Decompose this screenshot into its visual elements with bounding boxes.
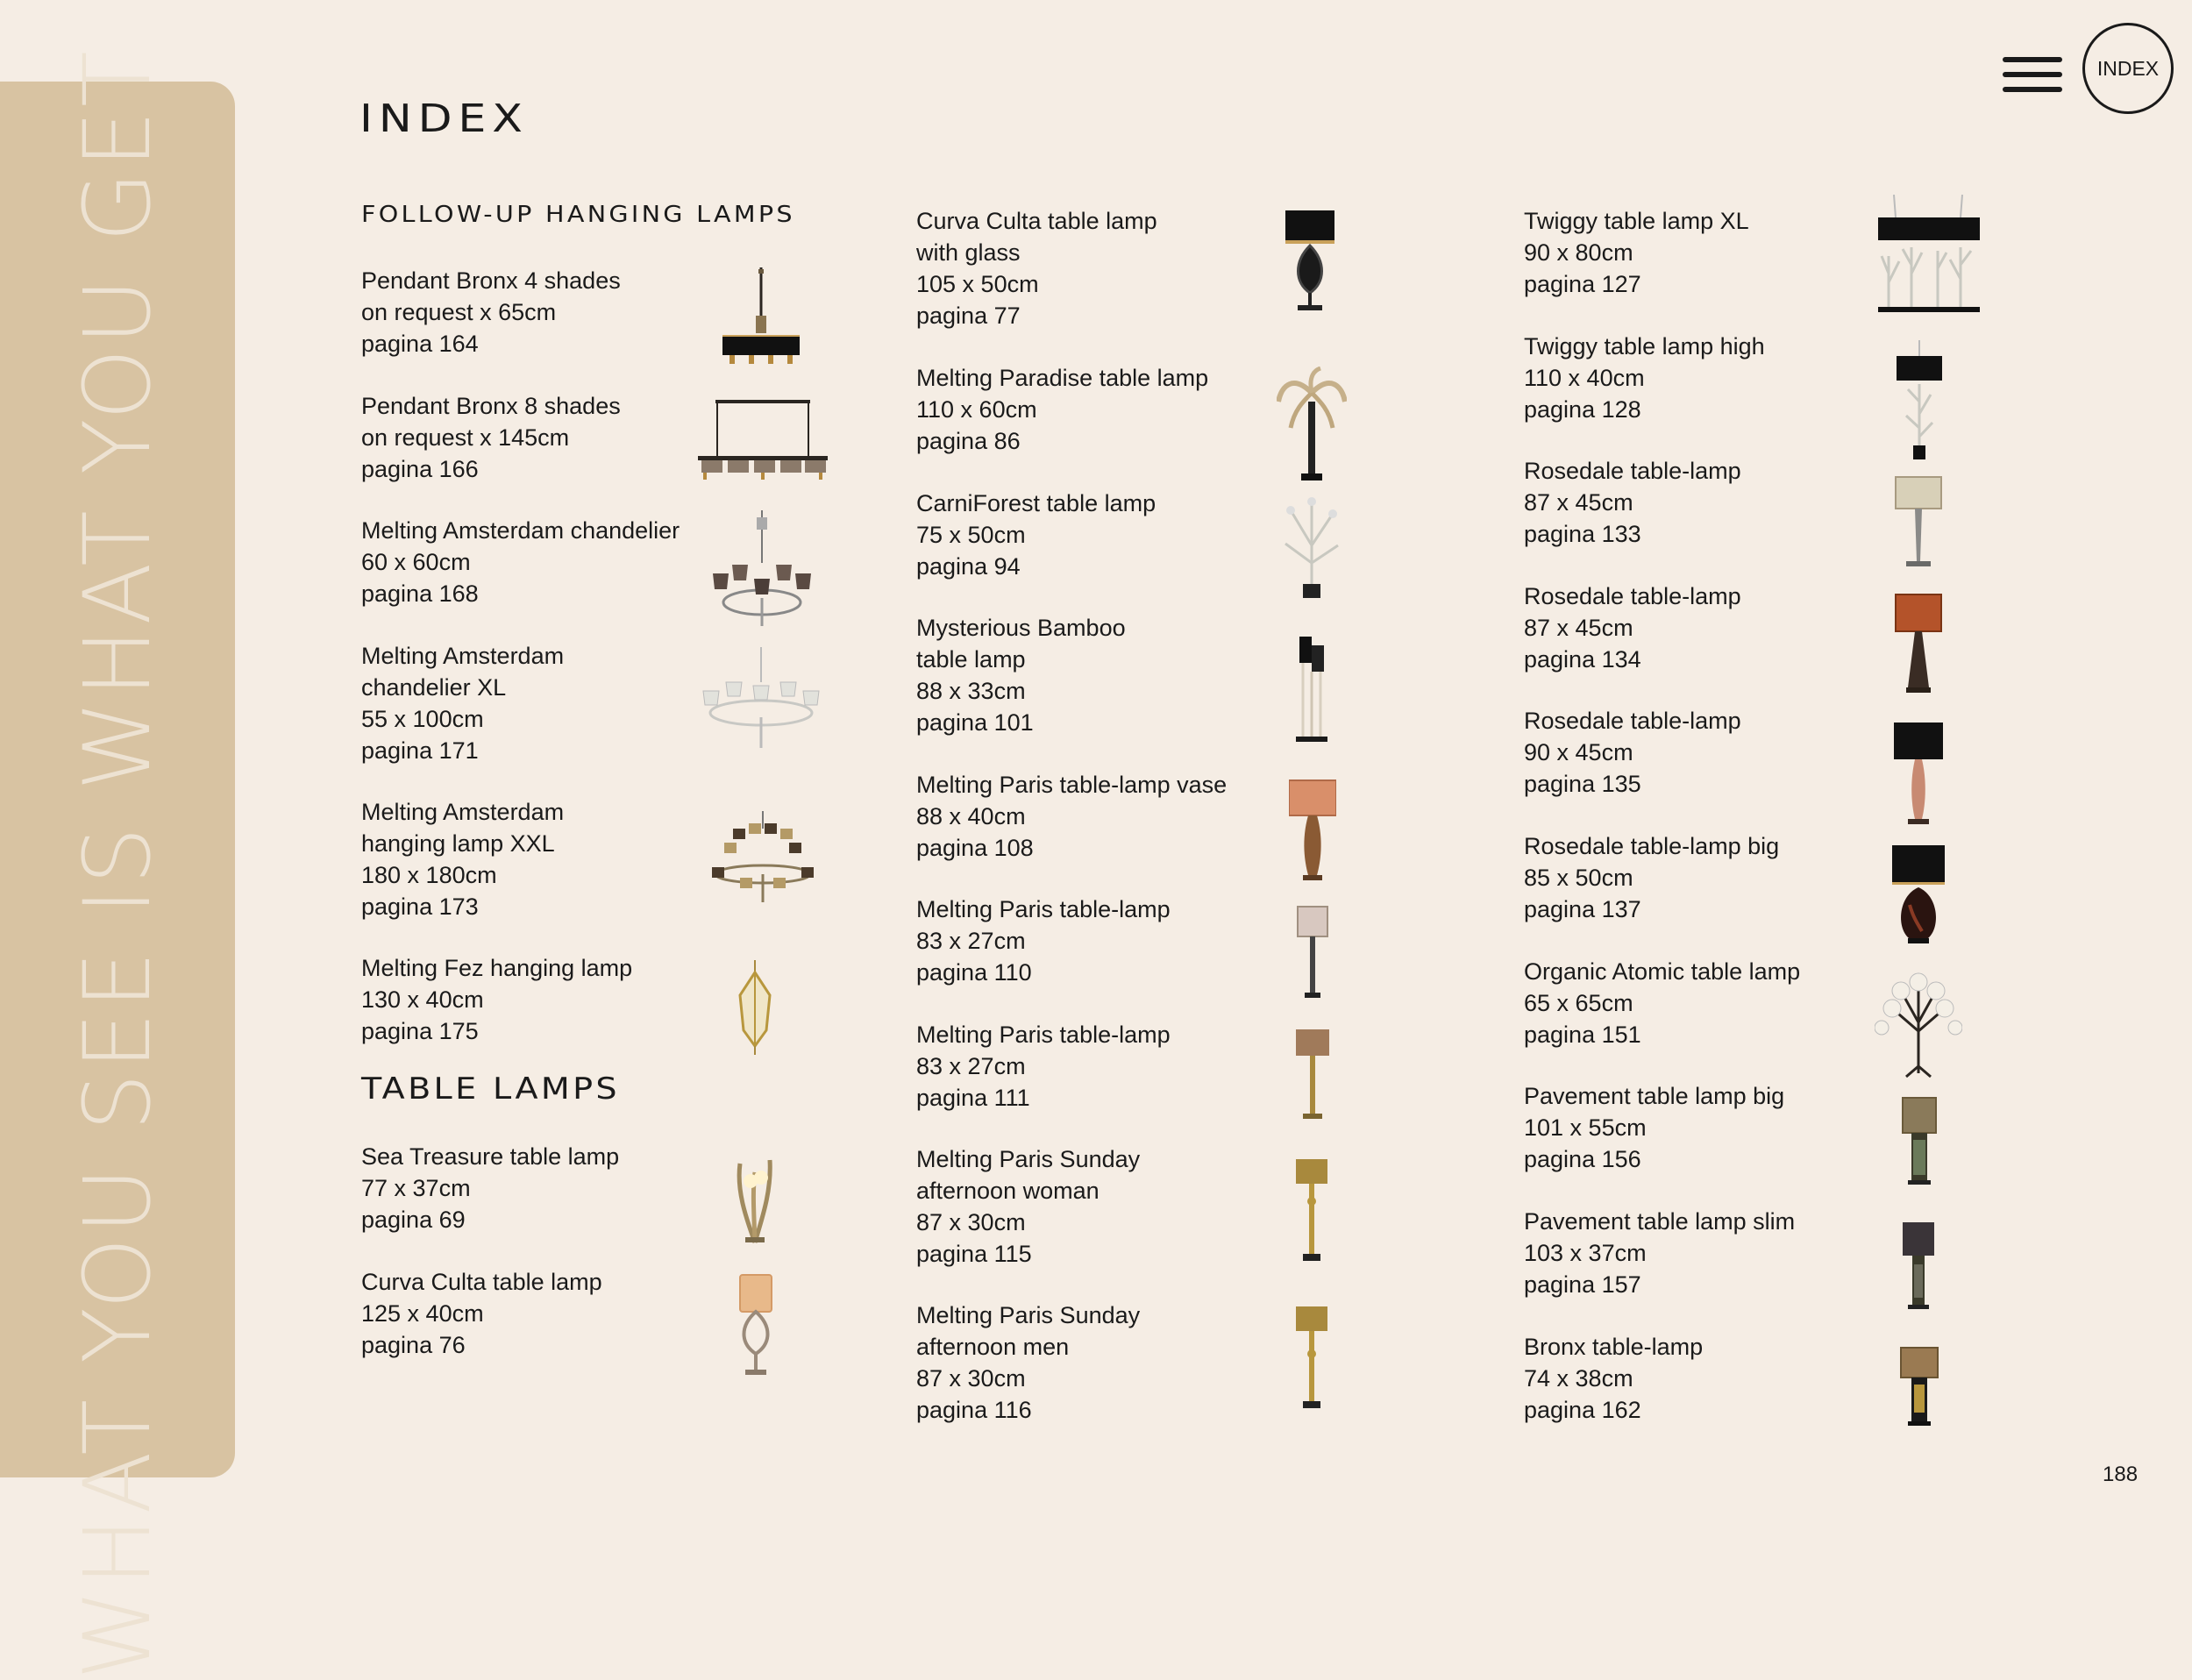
- index-entry-melting-amsterdam-hanging-xxl[interactable]: Melting Amsterdam hanging lamp XXL 180 x 180cm pagina 173: [361, 799, 565, 920]
- brass-lamp-icon: [1294, 1028, 1331, 1121]
- bronx-table-lamp-icon: [1899, 1346, 1939, 1427]
- index-entry-paris-sunday-men[interactable]: Melting Paris Sunday afternoon men 87 x 30cm pagina 116: [916, 1302, 1141, 1423]
- index-entry-melting-fez-hanging[interactable]: Melting Fez hanging lamp 130 x 40cm pagina 175: [361, 955, 633, 1044]
- chandelier-gold-icon: [710, 811, 815, 904]
- index-entry-melting-paradise[interactable]: Melting Paradise table lamp 110 x 60cm pagina 86: [916, 365, 1209, 454]
- index-entry-organic-atomic[interactable]: Organic Atomic table lamp 65 x 65cm pagina 151: [1524, 958, 1801, 1048]
- palm-lamp-icon: [1277, 367, 1347, 482]
- page-title: INDEX: [359, 96, 529, 141]
- rosedale-big-lamp-icon: [1890, 844, 1946, 945]
- index-entry-rosedale-134[interactable]: Rosedale table-lamp 87 x 45cm pagina 134: [1524, 583, 1741, 673]
- index-entry-rosedale-big[interactable]: Rosedale table-lamp big 85 x 50cm pagina 137: [1524, 833, 1780, 922]
- page-number: 188: [2103, 1463, 2139, 1486]
- sidebar-panel: [0, 47, 235, 1680]
- index-entry-mysterious-bamboo[interactable]: Mysterious Bamboo table lamp 88 x 33cm pagina 101: [916, 615, 1126, 736]
- index-entry-bronx-table[interactable]: Bronx table-lamp 74 x 38cm pagina 162: [1524, 1334, 1704, 1423]
- pavement-slim-lamp-icon: [1901, 1221, 1936, 1310]
- index-entry-paris-sunday-woman[interactable]: Melting Paris Sunday afternoon woman 87 x 30cm pagina 115: [916, 1146, 1141, 1267]
- pendant-lamp-icon: [717, 267, 805, 377]
- index-entry-twiggy-high[interactable]: Twiggy table lamp high 110 x 40cm pagina 128: [1524, 333, 1765, 423]
- twiggy-high-lamp-icon: [1894, 340, 1945, 461]
- index-entry-sea-treasure[interactable]: Sea Treasure table lamp 77 x 37cm pagina 69: [361, 1143, 620, 1233]
- figure-lamp-icon: [1294, 1157, 1329, 1263]
- chandelier-icon: [706, 510, 818, 629]
- twiggy-wide-lamp-icon: [1876, 195, 1982, 316]
- atomic-lamp-icon: [1875, 970, 1962, 1078]
- pavement-lamp-icon: [1901, 1096, 1938, 1185]
- chandelier-white-icon: [700, 647, 822, 752]
- section-heading-hanging-lamps: FOLLOW-UP HANGING LAMPS: [361, 202, 795, 228]
- index-entry-pavement-big[interactable]: Pavement table lamp big 101 x 55cm pagina 156: [1524, 1083, 1785, 1172]
- lantern-icon: [735, 960, 775, 1057]
- index-entry-curva-culta[interactable]: Curva Culta table lamp 125 x 40cm pagina 76: [361, 1269, 602, 1358]
- hamburger-menu-icon[interactable]: [2003, 57, 2062, 94]
- forest-lamp-icon: [1278, 493, 1345, 600]
- index-entry-rosedale-135[interactable]: Rosedale table-lamp 90 x 45cm pagina 135: [1524, 708, 1741, 797]
- rosedale-copper-lamp-icon: [1894, 593, 1943, 694]
- linear-pendant-icon: [698, 396, 828, 484]
- section-heading-table-lamps: TABLE LAMPS: [361, 1071, 620, 1107]
- curva-culta-lamp-icon: [735, 1273, 777, 1377]
- index-entry-melting-paris-111[interactable]: Melting Paris table-lamp 83 x 27cm pagina 111: [916, 1022, 1171, 1111]
- figure-lamp-men-icon: [1294, 1305, 1329, 1410]
- curva-culta-black-lamp-icon: [1285, 209, 1334, 312]
- rosedale-black-lamp-icon: [1892, 721, 1945, 826]
- bamboo-lamp-icon: [1294, 633, 1329, 744]
- index-entry-twiggy-xl[interactable]: Twiggy table lamp XL 90 x 80cm pagina 127: [1524, 208, 1749, 297]
- index-entry-melting-paris-vase[interactable]: Melting Paris table-lamp vase 88 x 40cm pagina 108: [916, 772, 1228, 861]
- sidebar-tagline: WHAT YOU SEE IS WHAT YOU GET: [64, 47, 171, 1680]
- index-entry-melting-amsterdam-chandelier[interactable]: Melting Amsterdam chandelier 60 x 60cm pagina 168: [361, 517, 680, 607]
- index-entry-pendant-bronx-4[interactable]: Pendant Bronx 4 shades on request x 65cm pagina 164: [361, 267, 621, 357]
- rosedale-silver-lamp-icon: [1894, 475, 1943, 568]
- index-entry-pendant-bronx-8[interactable]: Pendant Bronx 8 shades on request x 145cm pagina 166: [361, 393, 621, 482]
- index-entry-pavement-slim[interactable]: Pavement table lamp slim 103 x 37cm pagina 157: [1524, 1208, 1796, 1298]
- slim-lamp-icon: [1296, 905, 1329, 1000]
- index-button[interactable]: INDEX: [2082, 23, 2174, 114]
- index-entry-melting-amsterdam-chandelier-xl[interactable]: Melting Amsterdam chandelier XL 55 x 100cm pagina 171: [361, 643, 565, 764]
- vase-lamp-icon: [1289, 779, 1336, 882]
- index-entry-carniforest[interactable]: CarniForest table lamp 75 x 50cm pagina 94: [916, 490, 1156, 580]
- index-entry-rosedale-133[interactable]: Rosedale table-lamp 87 x 45cm pagina 133: [1524, 458, 1741, 547]
- index-entry-melting-paris-110[interactable]: Melting Paris table-lamp 83 x 27cm pagina 110: [916, 896, 1171, 986]
- index-entry-curva-culta-glass[interactable]: Curva Culta table lamp with glass 105 x 50cm pagina 77: [916, 208, 1157, 329]
- sea-treasure-lamp-icon: [728, 1146, 782, 1246]
